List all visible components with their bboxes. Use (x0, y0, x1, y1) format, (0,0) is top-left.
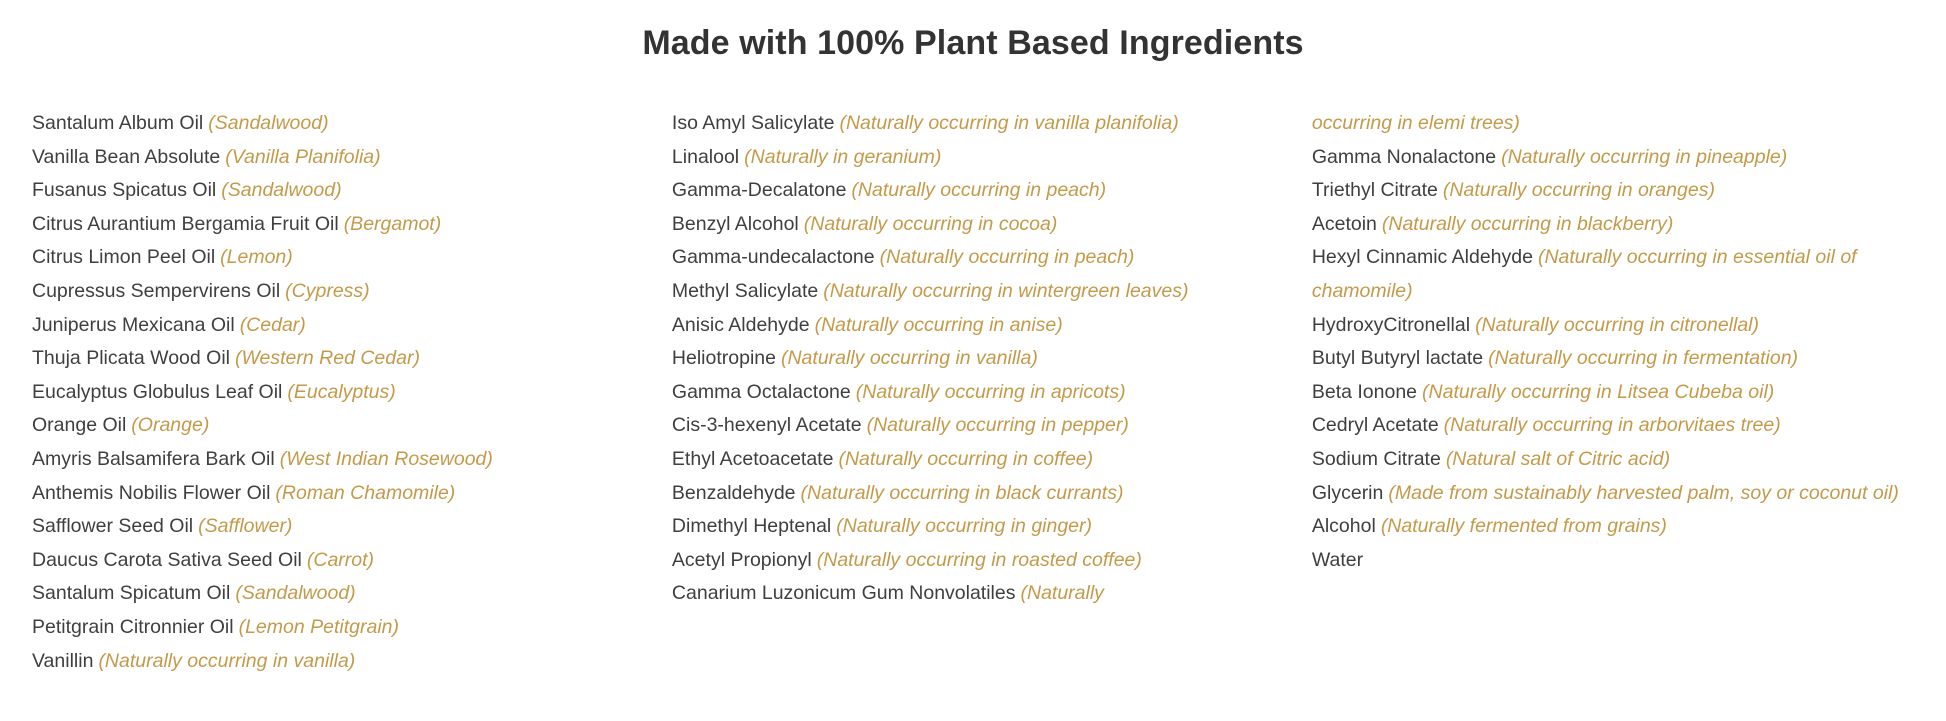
list-item (672, 241, 1282, 275)
list-item (672, 107, 1282, 141)
ingredient-note: (Naturally occurring in black currants) (800, 481, 1124, 504)
ingredient-name: Triethyl Citrate (1311, 179, 1438, 202)
ingredient-name: Gamma-Decalatone (671, 179, 847, 202)
ingredient-note: (Naturally fermented from grains) (1380, 515, 1667, 538)
ingredient-columns (0, 63, 1946, 678)
ingredient-name: Safflower Seed Oil (32, 515, 194, 538)
ingredient-note: (Naturally occurring in pineapple) (1501, 145, 1788, 168)
ingredient-note: (Naturally occurring in pepper) (866, 414, 1129, 437)
list-item (672, 208, 1282, 242)
list-item (1312, 544, 1908, 578)
list-item (32, 275, 642, 309)
ingredient-note: (Naturally in geranium) (744, 145, 942, 168)
ingredient-note: (Naturally occurring in citronellal) (1475, 313, 1759, 336)
ingredient-note: (Western Red Cedar) (234, 347, 420, 370)
ingredient-note: (Naturally occurring in blackberry) (1381, 212, 1674, 235)
ingredient-name: Butyl Butyryl lactate (1311, 347, 1484, 370)
list-item (1312, 141, 1908, 175)
list-item (1312, 342, 1908, 376)
list-item (32, 477, 642, 511)
ingredient-name: Anthemis Nobilis Flower Oil (32, 481, 271, 504)
ingredient-note: (Safflower) (198, 515, 293, 538)
ingredient-name: Gamma Nonalactone (1311, 145, 1497, 168)
list-item (1312, 443, 1908, 477)
list-item (672, 376, 1282, 410)
list-item (32, 107, 642, 141)
ingredient-name: Gamma Octalactone (671, 380, 851, 403)
ingredient-name: Heliotropine (671, 347, 776, 370)
list-item (1312, 208, 1908, 242)
ingredient-name: Canarium Luzonicum Gum Nonvolatiles (671, 582, 1016, 605)
list-item (672, 409, 1282, 443)
ingredient-note: (Naturally occurring in vanilla) (98, 649, 356, 672)
ingredient-name: Eucalyptus Globulus Leaf Oil (32, 380, 283, 403)
ingredient-name: Iso Amyl Salicylate (671, 112, 835, 134)
list-item (672, 477, 1282, 511)
ingredient-note: (Naturally (1020, 582, 1104, 605)
ingredient-name: Santalum Album Oil (32, 112, 204, 134)
ingredient-note: (Sandalwood) (208, 112, 329, 134)
ingredient-name: Vanilla Bean Absolute (32, 145, 221, 168)
list-item (1312, 241, 1908, 308)
ingredient-name: Cedryl Acetate (1311, 414, 1439, 437)
ingredient-name: Daucus Carota Sativa Seed Oil (32, 548, 302, 571)
ingredient-name: Glycerin (1311, 481, 1384, 504)
list-item (32, 241, 642, 275)
list-item (1312, 510, 1908, 544)
ingredient-name: Amyris Balsamifera Bark Oil (32, 447, 275, 470)
ingredient-column-2 (672, 107, 1312, 611)
page-title: Made with 100% Plant Based Ingredients (642, 24, 1304, 62)
list-item (672, 342, 1282, 376)
list-item (1312, 409, 1908, 443)
ingredient-note: (Naturally occurring in roasted coffee) (816, 548, 1142, 571)
list-item (32, 309, 642, 343)
list-item (672, 577, 1282, 611)
ingredient-note: (Naturally occurring in Litsea Cubeba oil) (1422, 380, 1775, 403)
ingredient-name: Acetyl Propionyl (671, 548, 812, 571)
ingredient-note: (Naturally occurring in fermentation) (1488, 347, 1799, 370)
ingredient-note: (Naturally occurring in coffee) (838, 447, 1094, 470)
list-item (32, 645, 642, 679)
ingredient-note: (Naturally occurring in vanilla planifolia) (839, 112, 1179, 134)
ingredient-note: (Naturally occurring in wintergreen leaves) (823, 279, 1189, 302)
ingredient-name: Citrus Aurantium Bergamia Fruit Oil (32, 212, 339, 235)
list-item (32, 443, 642, 477)
ingredient-note: (Naturally occurring in oranges) (1442, 179, 1715, 202)
ingredient-name: Water (1311, 548, 1364, 571)
list-item (32, 577, 642, 611)
ingredient-note: (Naturally occurring in peach) (879, 246, 1135, 269)
ingredient-note: (Roman Chamomile) (275, 481, 456, 504)
ingredient-note: (Cedar) (239, 313, 306, 336)
ingredient-note: (Naturally occurring in anise) (814, 313, 1063, 336)
list-item (1312, 376, 1908, 410)
ingredient-name: Cis-3-hexenyl Acetate (671, 414, 862, 437)
continuation-text: occurring in elemi trees) (1311, 112, 1520, 134)
ingredient-name: Citrus Limon Peel Oil (32, 246, 216, 269)
list-item (32, 544, 642, 578)
ingredient-name: Beta Ionone (1311, 380, 1418, 403)
ingredient-note: (Bergamot) (343, 212, 442, 235)
ingredient-note: (Cypress) (285, 279, 370, 302)
ingredient-note: (Naturally occurring in essential oil of chamomile) (1311, 246, 1857, 302)
list-item (672, 309, 1282, 343)
ingredient-note: (Orange) (131, 414, 210, 437)
ingredient-name: Alcohol (1311, 515, 1376, 538)
list-item (1312, 174, 1908, 208)
list-item (672, 141, 1282, 175)
ingredient-name: Fusanus Spicatus Oil (32, 179, 217, 202)
ingredient-note: (Naturally occurring in ginger) (836, 515, 1093, 538)
ingredient-name: Methyl Salicylate (671, 279, 819, 302)
list-item (32, 409, 642, 443)
ingredient-note: (Naturally occurring in arborvitaes tree) (1443, 414, 1781, 437)
ingredient-name: Orange Oil (32, 414, 127, 437)
ingredient-name: Thuja Plicata Wood Oil (32, 347, 230, 370)
list-item (32, 510, 642, 544)
ingredient-note: (Naturally occurring in cocoa) (803, 212, 1058, 235)
ingredient-name: Hexyl Cinnamic Aldehyde (1311, 246, 1533, 269)
list-item (32, 174, 642, 208)
ingredient-name: Gamma-undecalactone (671, 246, 875, 269)
ingredient-note: (Naturally occurring in vanilla) (780, 347, 1038, 370)
ingredient-name: Benzyl Alcohol (671, 212, 799, 235)
ingredient-note: (Eucalyptus) (287, 380, 396, 403)
list-item (32, 208, 642, 242)
ingredient-name: Sodium Citrate (1311, 447, 1441, 470)
list-item (32, 141, 642, 175)
ingredient-name: Linalool (671, 145, 740, 168)
ingredient-note: (Natural salt of Citric acid) (1445, 447, 1671, 470)
ingredient-note: (Naturally occurring in apricots) (855, 380, 1126, 403)
list-item (32, 611, 642, 645)
ingredient-name: Ethyl Acetoacetate (671, 447, 834, 470)
ingredient-note: (Carrot) (306, 548, 375, 571)
list-item (32, 342, 642, 376)
ingredient-note: (Lemon) (220, 246, 293, 269)
ingredient-column-3 (1312, 107, 1918, 577)
list-item (672, 510, 1282, 544)
list-item (672, 443, 1282, 477)
ingredient-note: (Vanilla Planifolia) (225, 145, 381, 168)
list-item (1312, 309, 1908, 343)
list-item (672, 544, 1282, 578)
ingredient-name: Benzaldehyde (671, 481, 796, 504)
ingredient-name: Dimethyl Heptenal (671, 515, 832, 538)
ingredient-name: Vanillin (32, 649, 94, 672)
ingredient-name: Juniperus Mexicana Oil (32, 313, 235, 336)
ingredient-name: Anisic Aldehyde (671, 313, 810, 336)
ingredient-column-1 (32, 107, 672, 678)
ingredient-name: Santalum Spicatum Oil (32, 582, 231, 605)
ingredient-note: (Made from sustainably harvested palm, soy or coconut oil) (1388, 481, 1899, 504)
ingredient-note: (Lemon Petitgrain) (238, 615, 400, 638)
list-item (32, 376, 642, 410)
ingredient-note: (Sandalwood) (235, 582, 356, 605)
ingredient-note: (Naturally occurring in peach) (851, 179, 1107, 202)
ingredient-name: HydroxyCitronellal (1311, 313, 1471, 336)
list-item (672, 174, 1282, 208)
ingredient-note: (Sandalwood) (221, 179, 342, 202)
list-item (1312, 477, 1908, 511)
ingredient-name: Cupressus Sempervirens Oil (32, 279, 281, 302)
ingredient-note: (West Indian Rosewood) (279, 447, 493, 470)
ingredient-name: Acetoin (1311, 212, 1377, 235)
ingredient-name: Petitgrain Citronnier Oil (32, 615, 234, 638)
list-item (672, 275, 1282, 309)
